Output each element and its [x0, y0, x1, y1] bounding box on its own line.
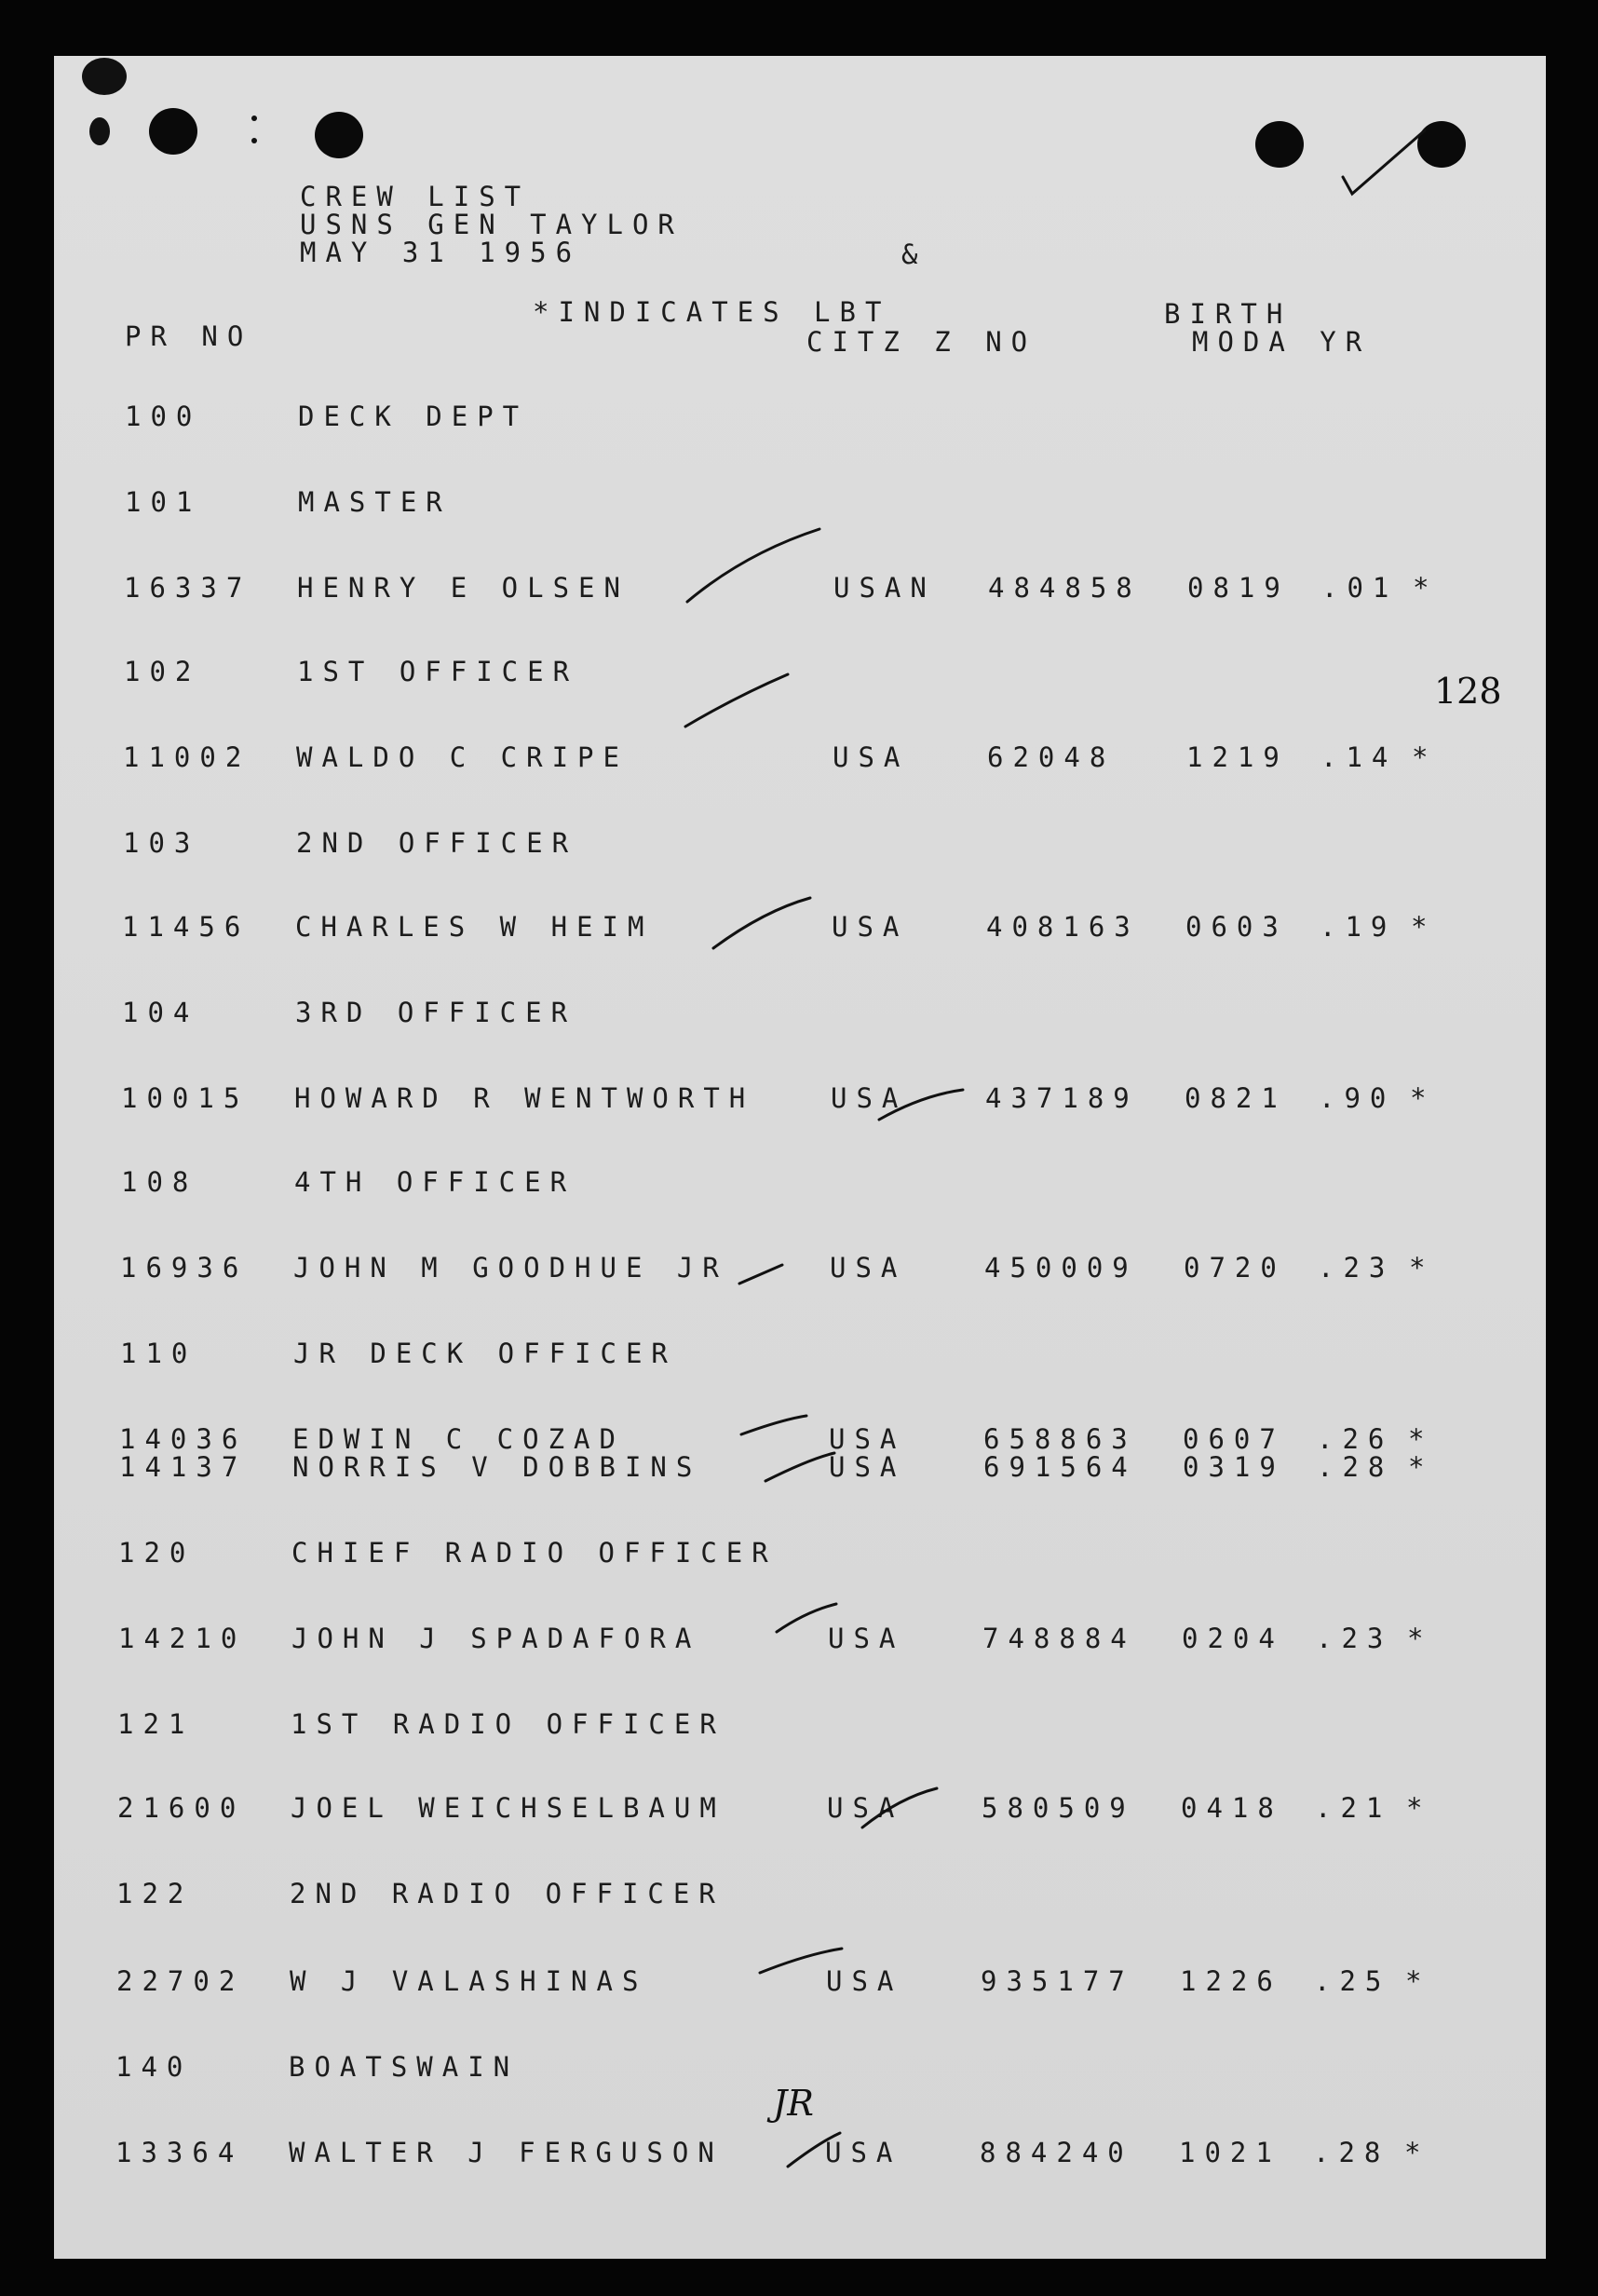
- birth-yr: .23: [1318, 1252, 1395, 1284]
- citizenship: USA: [829, 1423, 906, 1455]
- check-mark: [741, 1416, 806, 1434]
- z-number: 484858: [988, 572, 1142, 604]
- birth-yr: .25: [1314, 1965, 1391, 1997]
- z-number: 935177: [981, 1965, 1134, 1997]
- birth-moda: 0819: [1187, 572, 1290, 604]
- pr-number: 102: [124, 656, 201, 687]
- pr-number: 14036: [119, 1423, 248, 1455]
- pr-number: 108: [121, 1166, 198, 1198]
- lbt-star: *: [1410, 1082, 1427, 1114]
- star-legend: *INDICATES LBT: [533, 296, 891, 328]
- crew-name: WALDO C CRIPE: [296, 741, 629, 773]
- lbt-star: *: [1407, 1623, 1424, 1654]
- crew-name: 2ND OFFICER: [296, 827, 578, 859]
- z-number: 62048: [987, 741, 1116, 773]
- crew-name: 1ST OFFICER: [297, 656, 579, 687]
- birth-yr: .26: [1317, 1423, 1394, 1455]
- lbt-star: *: [1406, 1792, 1423, 1824]
- birth-header: BIRTH: [1164, 298, 1293, 330]
- crew-name: HOWARD R WENTWORTH: [294, 1082, 755, 1114]
- crew-name: NORRIS V DOBBINS: [292, 1451, 702, 1483]
- z-number: 580509: [982, 1792, 1135, 1824]
- pr-number: 16337: [124, 572, 252, 604]
- check-mark: [687, 529, 819, 602]
- doc-date: MAY 31 1956: [300, 237, 582, 268]
- citizenship: USA: [832, 911, 909, 943]
- citizenship: USAN: [833, 572, 936, 604]
- lbt-star: *: [1405, 1965, 1422, 1997]
- z-number: 691564: [983, 1451, 1137, 1483]
- pr-number: 11456: [122, 911, 251, 943]
- pr-number: 11002: [123, 741, 251, 773]
- z-number: 748884: [982, 1623, 1136, 1654]
- z-number: 408163: [986, 911, 1140, 943]
- check-mark: [788, 2133, 840, 2167]
- crew-name: MASTER: [298, 486, 452, 518]
- pr-number: 103: [123, 827, 200, 859]
- citz-z-no-header: CITZ Z NO: [806, 326, 1037, 358]
- check-mark: [713, 898, 810, 948]
- birth-yr: .14: [1320, 741, 1398, 773]
- moda-yr-header: MODA YR: [1192, 326, 1372, 358]
- pr-number: 21600: [117, 1792, 246, 1824]
- lbt-star: *: [1408, 1423, 1425, 1455]
- crew-name: DECK DEPT: [298, 401, 529, 432]
- crew-name: 4TH OFFICER: [294, 1166, 576, 1198]
- crew-name: BOATSWAIN: [289, 2051, 520, 2083]
- crew-name: JR DECK OFFICER: [293, 1338, 677, 1369]
- citizenship: USA: [829, 1451, 906, 1483]
- check-mark: [879, 1090, 963, 1120]
- birth-moda: 0821: [1185, 1082, 1287, 1114]
- lbt-star: *: [1409, 1252, 1426, 1284]
- pr-number: 16936: [120, 1252, 249, 1284]
- birth-yr: .21: [1315, 1792, 1392, 1824]
- z-number: 450009: [984, 1252, 1138, 1284]
- crew-name: JOHN J SPADAFORA: [291, 1623, 701, 1654]
- citizenship: USA: [825, 2137, 902, 2168]
- crew-name: JOHN M GOODHUE JR: [293, 1252, 728, 1284]
- page-number: 128: [1434, 671, 1502, 712]
- birth-moda: 0319: [1183, 1451, 1285, 1483]
- birth-yr: .23: [1316, 1623, 1393, 1654]
- birth-yr: .28: [1317, 1451, 1394, 1483]
- citizenship: USA: [826, 1965, 903, 1997]
- citizenship: USA: [831, 1082, 908, 1114]
- pr-no-header: PR NO: [125, 320, 253, 352]
- check-mark: [685, 674, 788, 727]
- birth-moda: 0603: [1185, 911, 1288, 943]
- check-mark: [862, 1788, 937, 1827]
- crew-name: JOEL WEICHSELBAUM: [291, 1792, 725, 1824]
- pr-number: 14210: [118, 1623, 247, 1654]
- birth-moda: 1226: [1180, 1965, 1282, 1997]
- pr-number: 140: [115, 2051, 193, 2083]
- check-mark: [777, 1604, 836, 1632]
- citizenship: USA: [828, 1623, 905, 1654]
- crew-name: 3RD OFFICER: [295, 997, 577, 1028]
- crew-name: WALTER J FERGUSON: [289, 2137, 724, 2168]
- citizenship: USA: [830, 1252, 907, 1284]
- birth-moda: 0720: [1184, 1252, 1286, 1284]
- pr-number: 22702: [116, 1965, 245, 1997]
- birth-moda: 1219: [1186, 741, 1289, 773]
- crew-name: CHARLES W HEIM: [295, 911, 654, 943]
- lbt-star: *: [1412, 741, 1429, 773]
- birth-yr: .01: [1321, 572, 1399, 604]
- lbt-star: *: [1411, 911, 1428, 943]
- birth-moda: 0607: [1183, 1423, 1285, 1455]
- check-mark: [739, 1265, 782, 1284]
- z-number: 437189: [985, 1082, 1139, 1114]
- pr-number: 101: [125, 486, 202, 518]
- birth-yr: .19: [1320, 911, 1397, 943]
- crew-name: EDWIN C COZAD: [292, 1423, 625, 1455]
- birth-moda: 0418: [1181, 1792, 1283, 1824]
- check-mark: [765, 1453, 834, 1481]
- check-mark: [1343, 130, 1425, 194]
- crew-name: CHIEF RADIO OFFICER: [291, 1537, 778, 1569]
- pr-number: 100: [125, 401, 202, 432]
- check-mark: [760, 1949, 842, 1973]
- handwritten-jr: JR: [773, 2083, 814, 2124]
- crew-name: 2ND RADIO OFFICER: [290, 1878, 725, 1909]
- pr-number: 13364: [115, 2137, 244, 2168]
- pr-number: 10015: [121, 1082, 250, 1114]
- crew-name: 1ST RADIO OFFICER: [291, 1708, 725, 1740]
- ampersand-mark: &: [901, 238, 918, 270]
- birth-moda: 0204: [1182, 1623, 1284, 1654]
- lbt-star: *: [1408, 1451, 1425, 1483]
- crew-name: HENRY E OLSEN: [297, 572, 630, 604]
- ship-name: USNS GEN TAYLOR: [300, 209, 684, 240]
- birth-yr: .90: [1319, 1082, 1396, 1114]
- pr-number: 104: [122, 997, 199, 1028]
- lbt-star: *: [1413, 572, 1429, 604]
- pr-number: 122: [116, 1878, 194, 1909]
- doc-title: CREW LIST: [300, 181, 531, 212]
- pr-number: 121: [117, 1708, 195, 1740]
- lbt-star: *: [1404, 2137, 1421, 2168]
- crew-name: W J VALASHINAS: [290, 1965, 648, 1997]
- z-number: 658863: [983, 1423, 1137, 1455]
- citizenship: USA: [827, 1792, 904, 1824]
- citizenship: USA: [833, 741, 910, 773]
- pr-number: 110: [120, 1338, 197, 1369]
- birth-yr: .28: [1313, 2137, 1390, 2168]
- pr-number: 120: [118, 1537, 196, 1569]
- pr-number: 14137: [119, 1451, 248, 1483]
- birth-moda: 1021: [1179, 2137, 1281, 2168]
- z-number: 884240: [980, 2137, 1133, 2168]
